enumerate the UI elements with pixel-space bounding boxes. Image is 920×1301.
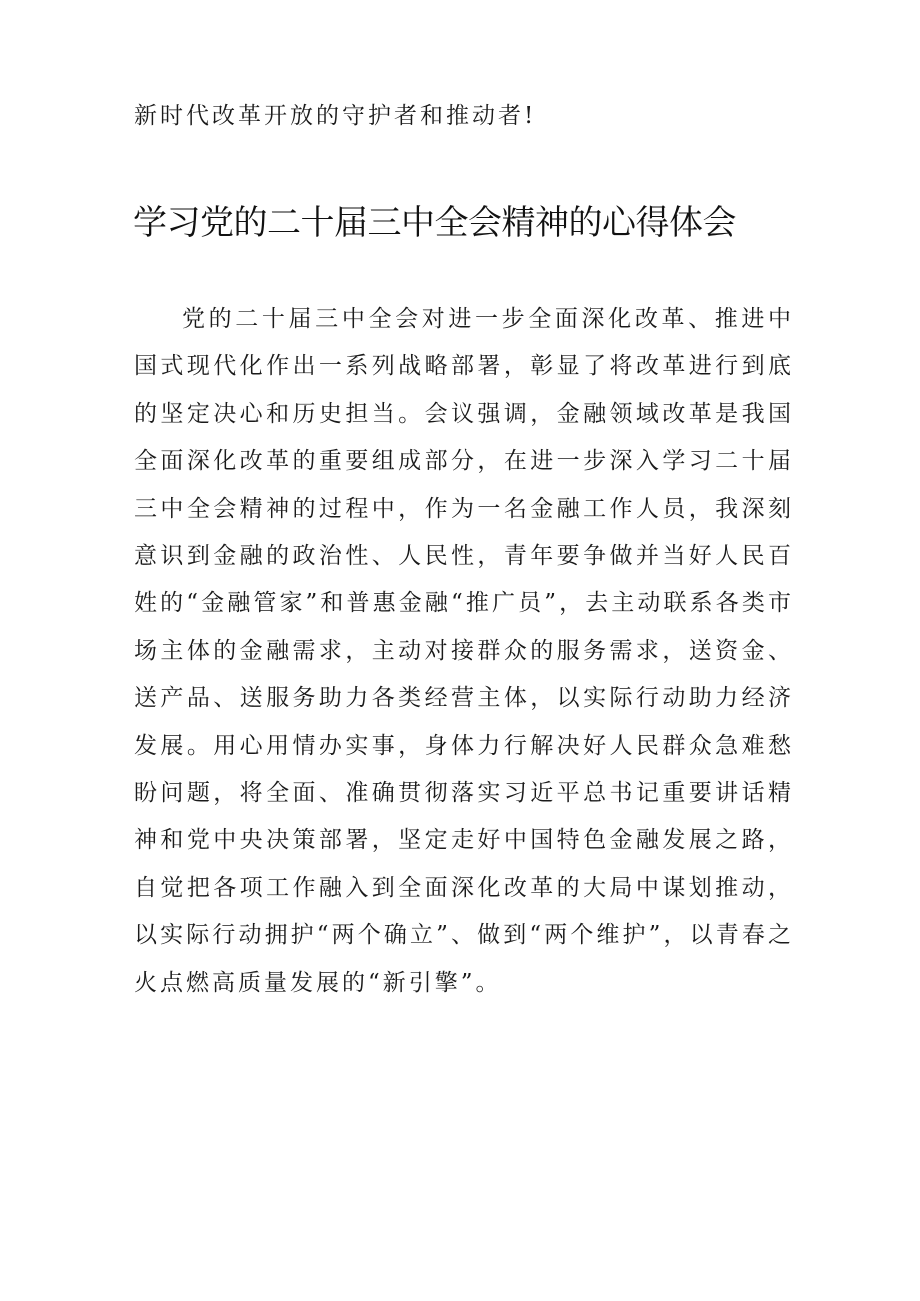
intro-line: 新时代改革开放的守护者和推动者!: [134, 103, 537, 129]
document-title: 学习党的二十届三中全会精神的心得体会: [133, 203, 736, 243]
body-paragraph: 党的二十届三中全会对进一步全面深化改革、推进中国式现代化作出一系列战略部署，彰显了将改革进行到底的坚定决心和历史担当。会议强调，金融领域改革是我国全面深化改革的重要组成部分，在进一步深入学习二十届三中全会精神的过程中，作为一名金融工作人员，我深刻意识到金融的政治性、人民性，青年要争做并当好人民百姓的“金融管家”和普惠金融“推广员”，去主动联系各类市场主体的金融需求，主动对接群众的服务需求，送资金、送产品、送服务助力各类经营主体，以实际行动助力经济发展。用心用情办实事，身体力行解决好人民群众急难愁盼问题，将全面、准确贯彻落实习近平总书记重要讲话精神和党中央决策部署，坚定走好中国特色金融发展之路，自觉把各项工作融入到全面深化改革的大局中谋划推动，以实际行动拥护“两个确立”、做到“两个维护”，以青春之火点燃高质量发展的“新引擎”。: [134, 306, 794, 996]
